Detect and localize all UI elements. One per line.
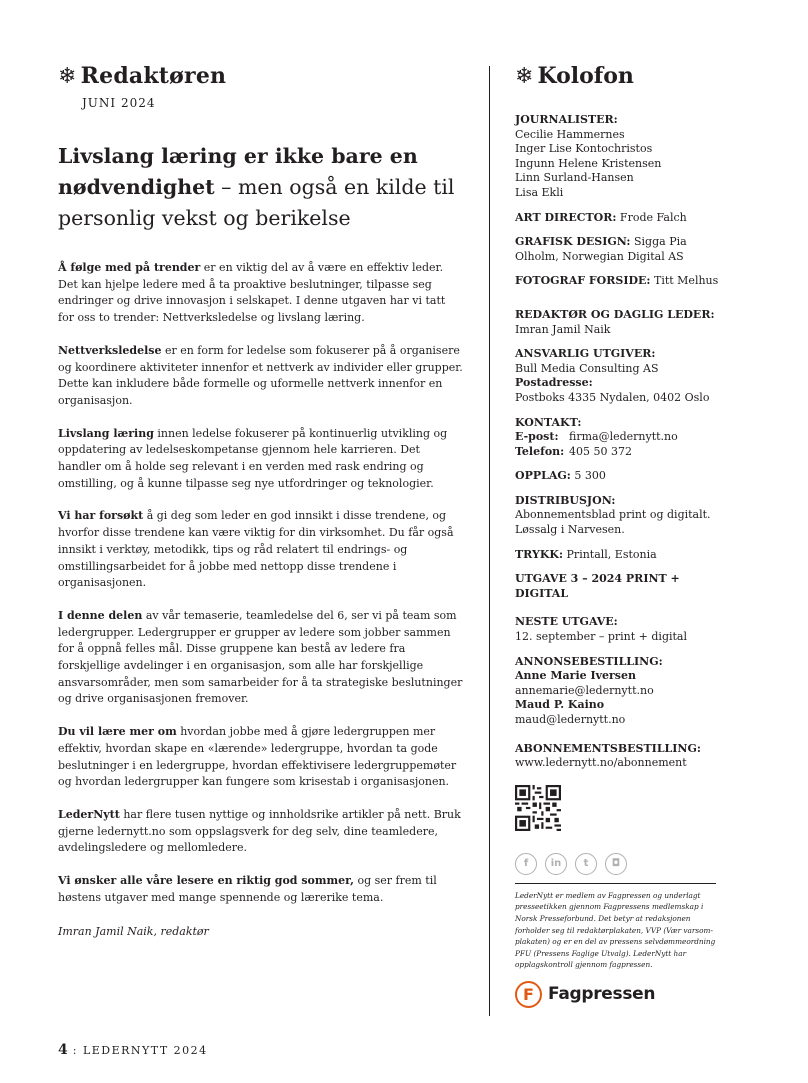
snowflake-icon: ❄ [58,64,77,89]
body-paragraph: Vi ønsker alle våre lesere en riktig god sommer, og ser frem til høstens utgaver med mange spennende og lærerike tema. [58,874,437,904]
fagpressen-f-icon: F [515,981,542,1008]
contact-email[interactable]: firma@ledernytt.no [569,430,678,444]
disclaimer-rule [515,883,716,884]
ads-block: ANNONSEBESTILLING: Anne Marie Iversen annemarie@ledernytt.no Maud P. Kaino maud@ledernytt.no [515,655,721,728]
journalist-name: Inger Lise Kontochristos [515,142,653,156]
next-issue-block: NESTE UTGAVE: 12. september – print + digital [515,615,687,644]
fagpressen-logo [515,981,721,1008]
qr-code-icon[interactable] [515,785,561,831]
editor-lead: Livslang læring er ikke bare en nødvendighet – men også en kilde til personlig vekst og berikelse [58,144,455,230]
contact-phone: 405 50 372 [569,444,632,458]
twitter-icon[interactable]: t [575,853,597,875]
subscription-link[interactable]: www.ledernytt.no/abonnement [515,756,687,770]
facebook-icon[interactable]: f [515,853,537,875]
photo-block: FOTOGRAF FORSIDE: Titt Melhus [515,274,719,288]
editor-signature: Imran Jamil Naik, redaktør [58,924,209,938]
journalist-list [515,128,721,201]
journalist-name: Cecilie Hammernes [515,127,625,141]
social-icons [515,853,721,875]
contact-block: KONTAKT: E-post: firma@ledernytt.no Telefon: 405 50 372 [515,415,678,458]
journalists-block: JOURNALISTER: Cecilie Hammernes Inger Lise Kontochristos Ingunn Helene Kristensen Linn Surland-Hansen Lisa Ekli [515,113,721,201]
body-paragraph: Nettverksledelse er en form for ledelse som fokuserer på å organisere og koordinere aktiviteter innenfor et nettverk av individer eller grupper. Dette kan inkludere både formelle og uformelle nettverk innenfor en organisasjon. [58,343,463,407]
design-block: GRAFISK DESIGN: Sigga Pia Olholm, Norwegian Digital AS [515,235,687,263]
press-disclaimer: LederNytt er medlem av Fagpressen og underlagt presseetikken gjennom Fagpressens medlemskap i Norsk Presseforbund. Det betyr at redaksjonen forholder seg til redaktørplakaten, VVP (Vær varsom-plakaten) og er en del av pressens selvdømmeordning PFU (Pressens Faglige Utvalg). LederNytt har opplagskontroll gjennom fagpressen. [515,890,716,970]
editor-body [58,260,463,907]
ads-email-1[interactable]: annemarie@ledernytt.no [515,683,654,697]
journalist-name: Lisa Ekli [515,185,564,199]
linkedin-icon[interactable]: in [545,853,567,875]
snowflake-icon: ❄ [515,64,534,89]
colophon-heading: ❄ Kolofon [515,63,634,89]
editor-heading: ❄ Redaktøren [58,63,227,89]
column-divider [489,66,490,1016]
journalist-name: Linn Surland-Hansen [515,171,634,185]
body-paragraph: Vi har forsøkt å gi deg som leder en god innsikt i disse trendene, og hvorfor disse trendene kan være viktig for din virksomhet. Du får også innsikt i verktøy, metodikk, tips og råd relatert til endrings- og omstillingsarbeidet for å jobbe med nettopp disse trendene i organisasjonen. [58,509,454,590]
body-paragraph: LederNytt har flere tusen nyttige og innholdsrike artikler på nett. Bruk gjerne ledernytt.no som oppslagsverk for deg selv, dine teamledere, avdelingsledere og mellomledere. [58,807,461,855]
issue-block: UTGAVE 3 – 2024 PRINT + DIGITAL [515,572,680,600]
ads-email-2[interactable]: maud@ledernytt.no [515,713,626,726]
distribution-block: DISTRIBUSJON: Abonnementsblad print og digitalt. Løssalg i Narvesen. [515,493,711,537]
editor-column [58,62,463,940]
art-director-block: ART DIRECTOR: Frode Falch [515,210,687,224]
body-paragraph: I denne delen av vår temaserie, teamledelse del 6, ser vi på team som ledergrupper. Ledergrupper er grupper av ledere som jobber sammen for å oppnå felles mål. Disse gruppene kan bestå av ledere fra forskjellige avdelinger i en organisasjon, som alle har forskjellige ansvarsområder, men som samarbeider for å ta strategiske beslutninger og drive organisasjonen fremover. [58,608,463,706]
editor-block: REDAKTØR OG DAGLIG LEDER: Imran Jamil Naik [515,307,715,336]
body-paragraph: Livslang læring innen ledelse fokuserer på kontinuerlig utvikling og oppdatering av ledelseskompetanse gjennom hele karrieren. Det handler om å holde seg relevant i en verden med rask endring og omstilling, og å kunne tilpasse seg nye utfordringer og teknologier. [58,426,448,490]
body-paragraph: Å følge med på trender er en viktig del av å være en effektiv leder. Det kan hjelpe ledere med å ta proaktive beslutninger, tilpasse seg endringer og drive innovasjon i selskapet. I denne utgaven har vi tatt for oss to trender: Nettverksledelse og livslang læring. [58,261,446,325]
editor-date: JUNI 2024 [82,96,156,110]
fagpressen-wordmark: Fagpressen [548,984,656,1005]
journalist-name: Ingunn Helene Kristensen [515,156,662,170]
subscription-block: ABONNEMENTSBESTILLING: www.ledernytt.no/abonnement [515,742,721,771]
page-number: 4 [58,1042,68,1058]
body-paragraph: Du vil lære mer om hvordan jobbe med å gjøre ledergruppen mer effektiv, hvordan skape en «lærende» ledergruppe, hvordan ta gode beslutninger i en ledergruppe, hvordan effektivisere ledergruppemøter og hvordan ledergrupper kan fungere som krisestab i organisasjonen. [58,725,457,789]
print-block: TRYKK: Printall, Estonia [515,547,657,561]
circulation-block: OPPLAG: 5 300 [515,469,606,483]
publisher-block: ANSVARLIG UTGIVER: Bull Media Consulting AS Postadresse: Postboks 4335 Nydalen, 0402 Oslo [515,347,710,404]
publication-name: LEDERNYTT 2024 [82,1044,208,1057]
instagram-icon[interactable]: ◘ [605,853,627,875]
page-footer: 4 : LEDERNYTT 2024 [58,1042,208,1058]
colophon-column [515,62,721,1008]
